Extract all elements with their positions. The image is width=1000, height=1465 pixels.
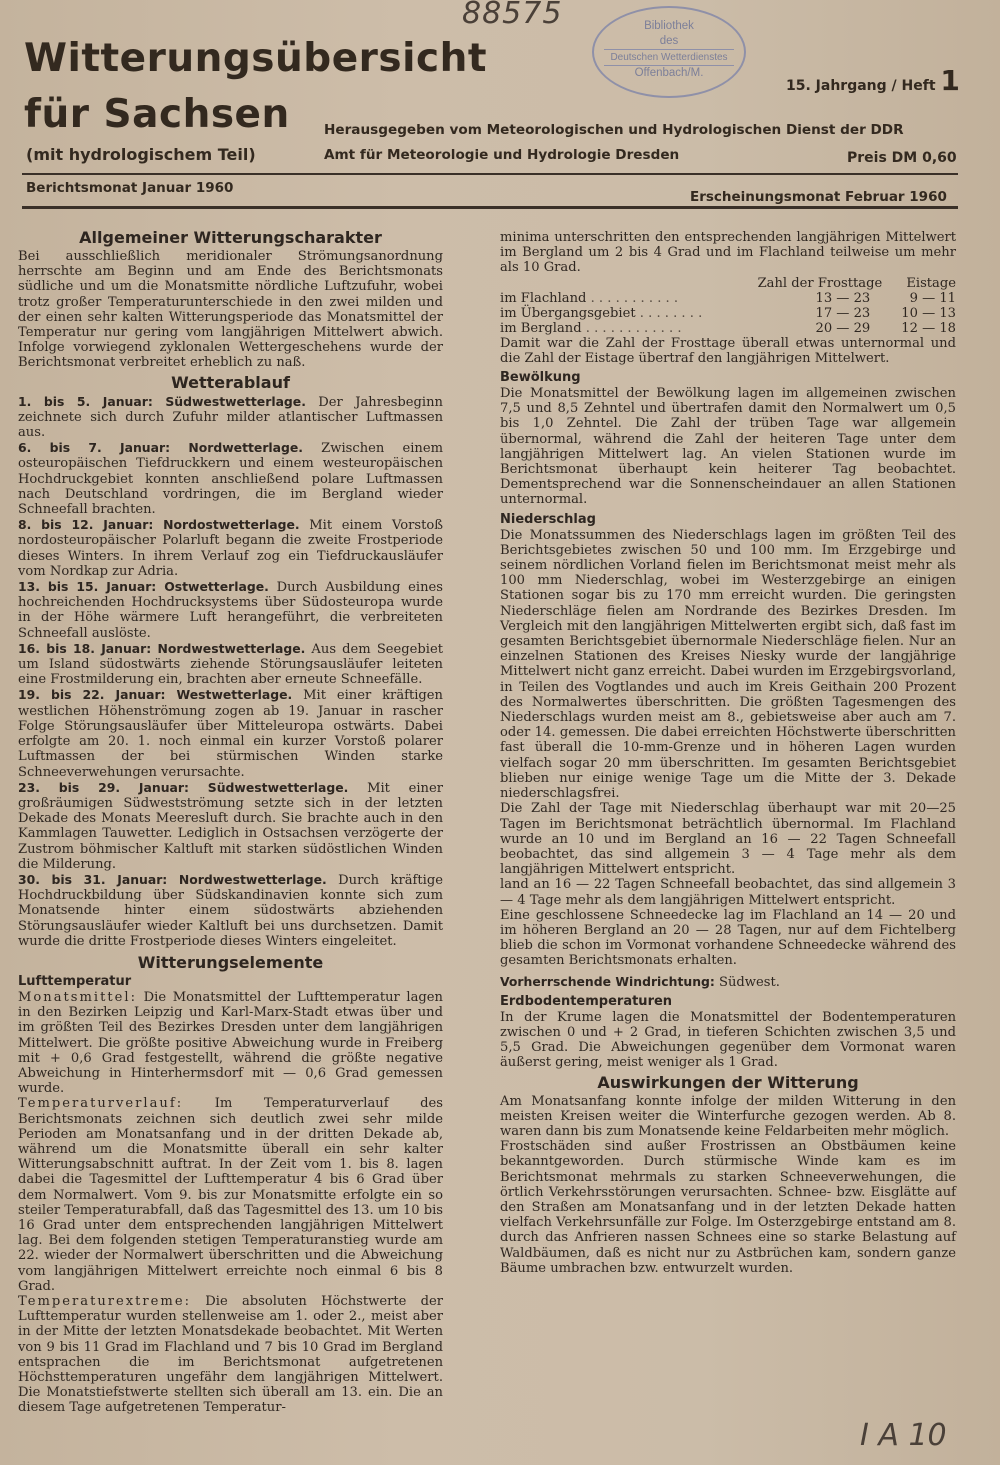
table-row (500, 306, 956, 321)
value-windrichtung: Südwest. (714, 974, 780, 990)
paragraph-niederschlag-2: Die Zahl der Tage mit Niederschlag überhaupt war mit 20—25 Tagen im Berichtsmonat beträchtlich übernormal. Im Flachland wurde an 10 und im Bergland an 16 — 22 Tagen Schneefall beobachtet, das sind allgemein 3 — 4 Tage mehr als dem langjährigen Mittelwert entspricht. (500, 801, 956, 878)
text-temperaturextreme: Die absoluten Höchstwerte der Lufttemperatur wurden stellenweise am 1. oder 2., meist aber in der Mitte der letzten Monatsdekade beobachtet. Mit Werten von 9 bis 11 Grad im Flachland und 7 bis 10 Grad im Bergland entsprachen die im Berichtsmonat aufgetretenen Höchsttemperaturen ungefähr dem langjährigen Mittelwert. Die Monatstiefstwerte stellten sich überall am 13. ein. Die an diesem Tage aufgetretenen Temperatur- (18, 1294, 443, 1416)
wetterlage-6-date: 19. bis 22. Januar: Westwetterlage. (18, 687, 293, 703)
row-frosttage: 17 — 23 (815, 305, 871, 321)
paragraph-auswirkungen-2: Frostschäden sind außer Frostrissen an Obstbäumen keine bekanntgeworden. Durch stürmische Winde kam es im Berichtsmonat mehrmals zu starken Schneeverwehungen, die örtlich Verkehrsstörungen verursachten. Schnee- bzw. Eisglätte auf den Straßen am Monatsanfang und in der letzten Dekade hatten vielfach Verkehrsunfälle zur Folge. Im Osterzgebirge entstand am 8. durch das Anfrieren nassen Schnees eine so starke Belastung auf Waldbäumen, daß es nicht nur zu Astbrüchen kam, sondern ganze Bäume umbrachen bzw. entwurzelt wurden. (500, 1139, 956, 1276)
heading-witterungselemente: Witterungselemente (137, 952, 324, 972)
row-eistage: 12 — 18 (901, 320, 956, 336)
stamp-line-1: Bibliothek (644, 20, 694, 32)
heading-wetterablauf: Wetterablauf (171, 372, 290, 392)
wetterlage-5-date: 16. bis 18. Januar: Nordwestwetterlage. (18, 640, 306, 656)
handwritten-bottom-note: I A 10 (860, 1418, 947, 1453)
frost-table-header (500, 276, 956, 291)
subheading-lufttemperatur: Lufttemperatur (18, 973, 132, 989)
office: Amt für Meteorologie und Hydrologie Dresden (324, 147, 680, 163)
wetterlage-1 (18, 394, 443, 441)
paragraph-temperaturverlauf (18, 1096, 443, 1294)
handwritten-number: 88575 (462, 0, 563, 31)
wetterlage-7-text: Mit einer großräumigen Südwestströmung setzte sich in der letzten Dekade des Monats Meeresluft durch. Sie brachte auch in den Kammlagen Tauwetter. Lediglich in Ostsachsen verzögerte der Zustrom böhmischer Kaltluft mit starken südöstlichen Winden die Milderung. (18, 780, 443, 872)
table-row (500, 321, 956, 336)
price: Preis DM 0,60 (847, 150, 957, 166)
report-month: Berichtsmonat Januar 1960 (26, 180, 234, 196)
subheading-bewoelkung: Bewölkung (500, 370, 581, 386)
library-stamp (592, 6, 746, 98)
stamp-line-4: Offenbach/M. (634, 67, 704, 79)
right-column (500, 230, 956, 1276)
wetterlage-8 (18, 872, 443, 949)
row-eistage: 10 — 13 (901, 305, 956, 321)
paragraph-niederschlag-4: Eine geschlossene Schneedecke lag im Flachland an 14 — 20 und im höheren Bergland an 20 — 28 Tagen, nur auf dem Fichtelberg blieb die schon im Vormonat vorhandene Schneedecke während des gesamten Berichtsmonats erhalten. (500, 907, 956, 969)
wetterlage-1-date: 1. bis 5. Januar: Südwestwetterlage. (18, 393, 306, 409)
text-temperaturverlauf: Im Temperaturverlauf des Berichtsmonats zeichnen sich deutlich zwei sehr milde Perioden am Monatsanfang und in der dritten Dekade ab, während um die Monatsmitte überall ein sehr kalter Witterungsabschnitt auftrat. In der Zeit vom 1. bis 8. lagen dabei die Tagesmittel der Lufttemperatur 4 bis 6 Grad über dem Normalwert. Vom 9. bis zur Monatsmitte erfolgte ein so steiler Temperaturabfall, daß das Tagesmittel des 13. um 10 bis 16 Grad unter dem entsprechenden langjährigen Mittelwert lag. Bei dem folgenden stetigen Temperaturanstieg wurde am 22. wieder der Normalwert überschritten und die Abweichung vom langjährigen Mittelwert erreichte noch einmal 6 bis 8 Grad. (18, 1096, 443, 1294)
paragraph-charakter: Bei ausschließlich meridionaler Strömungsanordnung herrschte am Beginn und am Ende des Berichtsmonats südliche und um die Monatsmitte nördliche Luftzufuhr, wobei trotz großer Temperaturunterschiede in den zwei milden und der einen sehr kalten Witterungsperiode das Monatsmittel der Temperatur nur gering vom langjährigen Mittelwert abwich. Infolge vorwiegend zyklonalen Wettergeschehens wurde der Berichtsmonat verbreitet erheblich zu naß. (18, 249, 443, 371)
issue-text: 15. Jahrgang / Heft (786, 78, 936, 94)
paragraph-monatsmittel (18, 990, 443, 1096)
paragraph-auswirkungen-1: Am Monatsanfang konnte infolge der milden Witterung in den meisten Kreisen weiter die Winterfurche gezogen werden. Ab 8. waren dann bis zum Monatsende keine Feldarbeiten mehr möglich. (500, 1093, 956, 1139)
wetterlage-6 (18, 687, 443, 779)
wetterlage-2 (18, 440, 443, 517)
header-eistage: Eistage (906, 275, 956, 291)
wetterlage-6-text: Mit einer kräftigen westlichen Höhenströmung zogen ab 19. Januar in rascher Folge Störungsausläufer über Mitteleuropa ostwärts. Dabei erfolgte am 20. 1. noch einmal ein kurzer Vorstoß polarer Luftmassen der bei stürmischen Winden starke Schneeverwehungen verursachte. (18, 688, 443, 780)
paragraph-minima: minima unterschritten den entsprechenden langjährigen Mittelwert im Bergland um 2 bis 4 Grad und im Flachland teilweise um mehr als 10 Grad. (500, 230, 956, 276)
wetterlage-4-text: Durch Ausbildung eines hochreichenden Hochdrucksystems über Südosteuropa wurde in der Höhe wärmere Luft herangeführt, die verbreiteten Schneefall auslöste. (18, 580, 443, 641)
paragraph-windrichtung (500, 974, 956, 990)
wetterlage-8-text: Durch kräftige Hochdruckbildung über Südskandinavien konnte sich zum Monatsende hinter einem südostwärts abziehenden Störungsausläufer wieder Kaltluft bei uns durchsetzen. Damit wurde die dritte Frostperiode dieses Winters eingeleitet. (18, 872, 443, 949)
paragraph-niederschlag-1: Die Monatssummen des Niederschlags lagen im größten Teil des Berichtsgebietes zwischen 50 und 100 mm. Im Erzgebirge und seinem nördlichen Vorland fielen im Berichtsmonat meist mehr als 100 mm Niederschlag, wobei im Westerzgebirge an einigen Stationen sogar bis zu 170 mm erreicht wurden. Die geringsten Niederschläge fielen am Nordrande des Bezirkes Dresden. Im Vergleich mit den langjährigen Mittelwerten ergibt sich, daß fast im gesamten Berichtsgebiet übernormale Niederschläge fielen. Nur an einzelnen Stationen des Kreises Niesky wurde der langjährige Mittelwert nicht ganz erreicht. Dabei wurden im Erzgebirgsvorland, in Teilen des Vogtlandes und auch im Kreis Geithain 200 Prozent des Normalwertes überschritten. Die größten Tagesmengen des Niederschlags wurden meist am 8., gebietsweise aber auch am 7. oder 14. gemessen. Die dabei erreichten Höchstwerte überschritten fast überall die 10-mm-Grenze und in höheren Lagen wurden vielfach sogar 20 mm überschritten. Im gesamten Berichtsgebiet blieben nur einige wenige Tage um die Mitte der 3. Dekade niederschlagsfrei. (500, 527, 956, 802)
publication-month: Erscheinungsmonat Februar 1960 (690, 189, 947, 205)
stamp-line-2: des (659, 35, 679, 47)
paragraph-bewoelkung: Die Monatsmittel der Bewölkung lagen im allgemeinen zwischen 7,5 und 8,5 Zehntel und übertrafen damit den Normalwert um 0,5 bis 1,0 Zehntel. Die Zahl der trüben Tage war allgemein übernormal, während die Zahl der heiteren Tage unter dem langjährigen Mittelwert lag. An vielen Stationen wurde im Berichtsmonat überhaupt kein heiterer Tag beobachtet. Dementsprechend war die Sonnenscheindauer an allen Stationen unternormal. (500, 386, 956, 508)
title-line-2: für Sachsen (24, 92, 290, 137)
subtitle: (mit hydrologischem Teil) (26, 145, 256, 164)
wetterlage-4 (18, 579, 443, 641)
subheading-erdbodentemperaturen: Erdbodentemperaturen (500, 993, 673, 1009)
row-area: im Bergland . . . . . . . . . . . . (500, 320, 682, 336)
paragraph-erdboden: In der Krume lagen die Monatsmittel der Bodentemperaturen zwischen 0 und + 2 Grad, in tieferen Schichten zwischen 3,5 und 5,5 Grad. Die Abweichungen gegenüber dem Vormonat waren äußerst gering, meist weniger als 1 Grad. (500, 1009, 956, 1071)
wetterlage-5-text: Aus dem Seegebiet um Island südostwärts ziehende Störungsausläufer leiteten eine Frostmilderung ein, brachten aber erneute Schneefälle. (18, 641, 443, 688)
paragraph-frosttage: Damit war die Zahl der Frosttage überall etwas unternormal und die Zahl der Eistage übertraf den langjährigen Mittelwert. (500, 335, 956, 366)
frost-table (500, 276, 956, 336)
row-area: im Flachland . . . . . . . . . . . (500, 290, 678, 306)
header-frosttage: Zahl der Frosttage (757, 275, 883, 291)
text-monatsmittel: Die Monatsmittel der Lufttemperatur lagen in den Bezirken Leipzig und Karl-Marx-Stadt etwas über und im größten Teil des Bezirkes Dresden unter dem langjährigen Mittelwert. Die größte positive Abweichung wurde in Freiberg mit + 0,6 Grad festgestellt, während die größte negative Abweichung in Hinterhermsdorf mit — 0,6 Grad gemessen wurde. (18, 989, 443, 1097)
wetterlage-3 (18, 517, 443, 579)
wetterlage-1-text: Der Jahresbeginn zeichnete sich durch Zufuhr milder atlantischer Luftmassen aus. (18, 394, 443, 441)
header-rule-bottom (22, 206, 958, 209)
left-column (18, 226, 443, 1416)
row-eistage: 9 — 11 (909, 290, 956, 306)
wetterlage-7-date: 23. bis 29. Januar: Südwestwetterlage. (18, 779, 349, 795)
paragraph-niederschlag-3: land an 16 — 22 Tagen Schneefall beobachtet, das sind allgemein 3 — 4 Tage mehr als dem langjährigen Mittelwert entspricht. (500, 877, 956, 908)
wetterlage-2-text: Zwischen einem osteuropäischen Tiefdruckkern und einem westeuropäischen Hochdruckgebiet konnten anschließend polare Luftmassen nach Deutschland vordringen, die im Bergland wieder Schneefall brachten. (18, 441, 443, 518)
title-line-1: Witterungsübersicht (24, 36, 487, 81)
wetterlage-7 (18, 780, 443, 872)
row-frosttage: 13 — 23 (815, 290, 871, 306)
paragraph-temperaturextreme (18, 1294, 443, 1416)
label-temperaturverlauf: Temperaturverlauf: (18, 1096, 184, 1112)
label-monatsmittel: Monatsmittel: (18, 989, 137, 1005)
issue-label (786, 64, 960, 97)
header-rule-top (22, 173, 958, 175)
wetterlage-5 (18, 641, 443, 688)
wetterlage-2-date: 6. bis 7. Januar: Nordwetterlage. (18, 440, 304, 456)
wetterlage-3-date: 8. bis 12. Januar: Nordostwetterlage. (18, 517, 300, 533)
label-temperaturextreme: Temperaturextreme: (18, 1294, 192, 1309)
wetterlage-8-date: 30. bis 31. Januar: Nordwestwetterlage. (18, 871, 327, 887)
wetterlage-4-date: 13. bis 15. Januar: Ostwetterlage. (18, 579, 269, 595)
subheading-niederschlag: Niederschlag (500, 511, 596, 527)
heading-auswirkungen: Auswirkungen der Witterung (597, 1072, 859, 1092)
stamp-line-3: Deutschen Wetterdienstes (604, 49, 734, 66)
label-windrichtung: Vorherrschende Windrichtung: (500, 973, 715, 989)
row-frosttage: 20 — 29 (815, 320, 871, 336)
wetterlage-3-text: Mit einem Vorstoß nordosteuropäischer Polarluft begann die zweite Frostperiode dieses Winters. In ihrem Verlauf zog ein Tiefdruckausläufer vom Nordkap zur Adria. (18, 518, 443, 579)
publisher: Herausgegeben vom Meteorologischen und Hydrologischen Dienst der DDR (324, 122, 904, 138)
heading-witterungscharakter: Allgemeiner Witterungscharakter (79, 228, 382, 247)
table-row (500, 291, 956, 306)
row-area: im Übergangsgebiet . . . . . . . . (500, 305, 703, 321)
issue-number: 1 (940, 64, 960, 97)
